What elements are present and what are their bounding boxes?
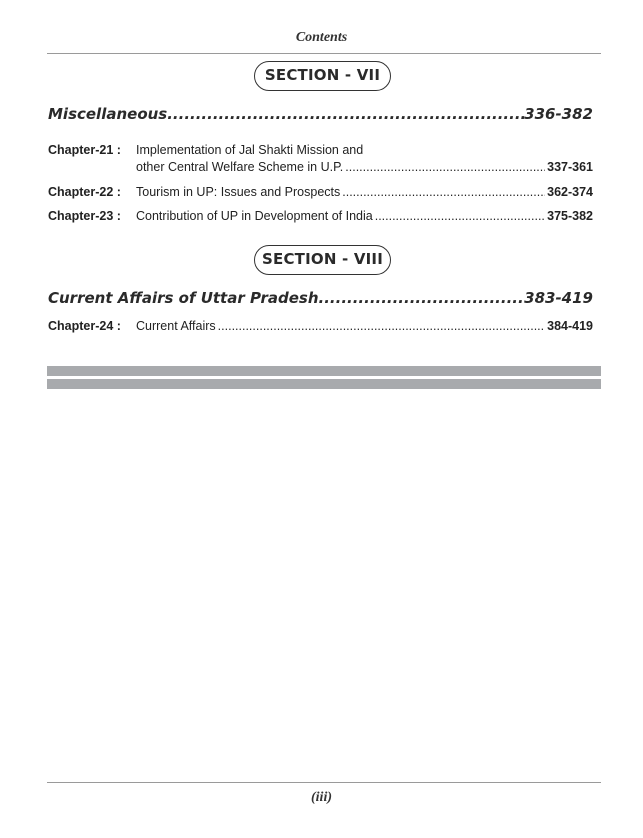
leader-dots [345,159,545,176]
chapter-title-text: other Central Welfare Scheme in U.P. [136,160,344,174]
section-viii-label: SECTION - VIII [254,245,391,275]
page-header-title: Contents [295,30,348,45]
chapter-pages: 384-419 [547,319,593,333]
leader-dots [375,208,545,225]
leader-dots [342,184,545,201]
section-heading-pages: 336-382 [524,105,593,123]
chapter-label: Chapter-22 : [48,185,121,199]
chapter-title-line [136,184,593,201]
page-number: (iii) [311,790,332,805]
section-heading-pages: 383-419 [524,289,593,307]
chapter-title-text: Implementation of Jal Shakti Mission and [136,143,364,157]
header-rule [47,53,601,54]
section-vii-label: SECTION - VII [254,61,391,91]
leader-dots [319,289,525,307]
divider-bar-top [47,366,601,376]
chapter-title-line [136,142,593,159]
divider-bar-bottom [47,379,601,389]
chapter-title-line [136,159,593,176]
leader-dots [218,318,545,335]
chapter-label: Chapter-23 : [48,209,121,223]
chapter-21-entry[interactable] [48,142,593,176]
chapter-23-entry[interactable] [48,208,593,225]
section-viii-heading[interactable] [48,289,593,307]
leader-dots [167,105,524,123]
section-heading-title: Miscellaneous [48,105,168,123]
chapter-22-entry[interactable] [48,184,593,201]
footer-rule [47,782,601,783]
chapter-title-text: Contribution of UP in Development of India [136,209,373,223]
chapter-pages: 337-361 [547,160,593,174]
chapter-label: Chapter-24 : [48,319,121,333]
chapter-label: Chapter-21 : [48,143,121,157]
chapter-title-text: Tourism in UP: Issues and Prospects [136,185,341,199]
chapter-pages: 375-382 [547,209,593,223]
chapter-title-line [136,318,593,335]
chapter-title-text: Current Affairs [136,319,216,333]
chapter-24-entry[interactable] [48,318,593,335]
chapter-title-line [136,208,593,225]
section-vii-heading[interactable] [48,105,593,123]
chapter-pages: 362-374 [547,185,593,199]
section-heading-title: Current Affairs of Uttar Pradesh [48,289,319,307]
